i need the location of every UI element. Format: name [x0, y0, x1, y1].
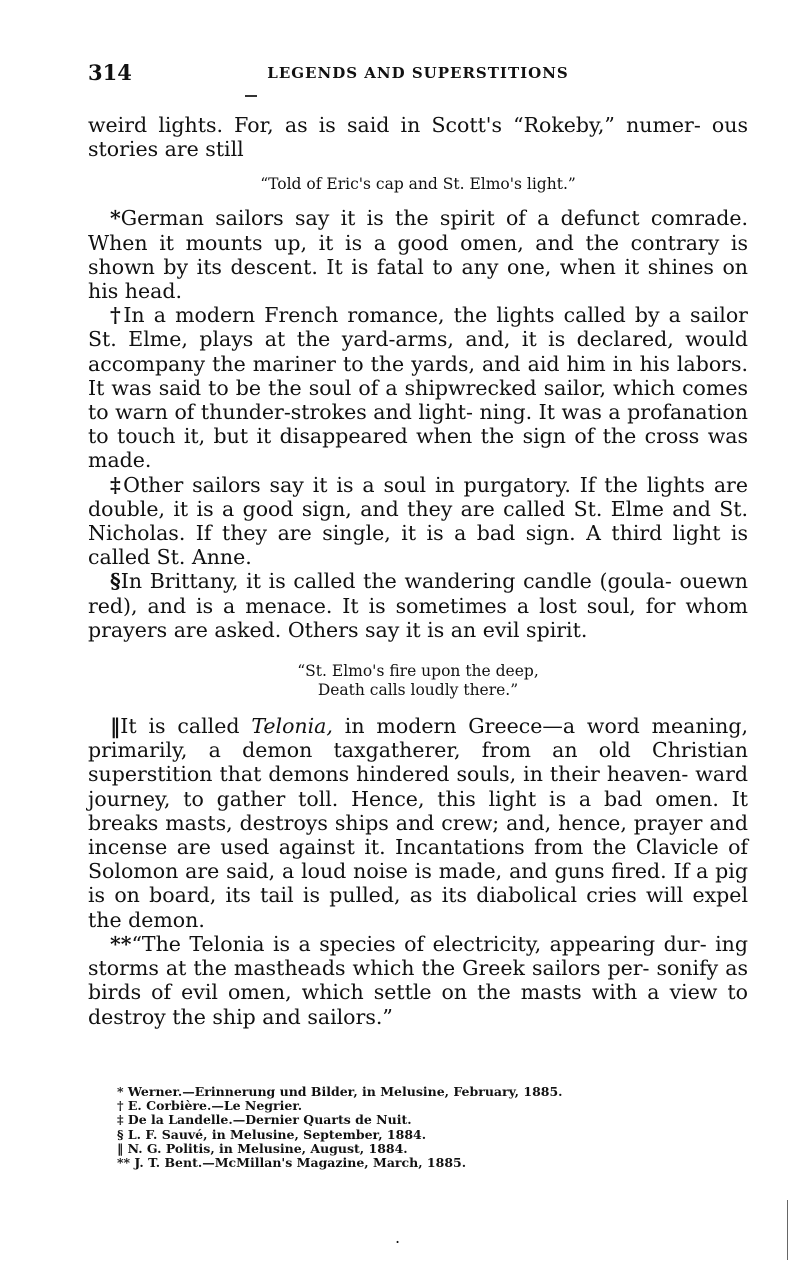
- footnote: * Werner.—Erinnerung und Bilder, in Melusine, February, 1885.: [117, 1084, 563, 1099]
- telonia-term: Telonia,: [251, 714, 333, 739]
- paragraph-german-sailors: [88, 206, 748, 303]
- footnotes: [117, 1085, 737, 1170]
- quote-line: “St. Elmo's fire upon the deep,: [297, 662, 539, 681]
- footnote-mark: †: [110, 303, 124, 328]
- paragraph-purgatory: [88, 473, 748, 570]
- body-text: [88, 113, 748, 1029]
- footnote: ‖ N. G. Politis, in Melusine, August, 1884.: [117, 1140, 408, 1156]
- paragraph-french-romance: [88, 303, 748, 472]
- paragraph-1: weird lights. For, as is said in Scott's “Rokeby,” numer- ous stories are still: [88, 113, 748, 162]
- page-number: 314: [88, 60, 132, 85]
- quote-line: Death calls loudly there.”: [317, 681, 519, 700]
- paragraph-text: Other sailors say it is a soul in purgatory. If the lights are double, it is a good sign, and they are called St. Elme and St. Nicholas. If they are single, it is a bad sign. A third light is called St. Anne.: [88, 472, 748, 570]
- page-edge-line: [787, 1200, 788, 1260]
- paragraph-telonia-quote: [88, 932, 748, 1029]
- quote-st-elmo: [88, 662, 748, 700]
- footnote: ‡ De la Landelle.—Dernier Quarts de Nuit.: [117, 1112, 412, 1128]
- paragraph-text: “The Telonia is a species of electricity, appearing dur- ing storms at the mastheads which the Greek sailors per- sonify as birds of evil omen, which settle on the masts with a view to destroy the ship and sailors.”: [88, 931, 748, 1029]
- paragraph-telonia: [88, 714, 748, 932]
- paragraph-text: In a modern French romance, the lights called by a sailor St. Elme, plays at the yard-arms, and, it is declared, would accompany the mariner to the yards, and aid him in his labors. It was said to be the soul of a shipwrecked sailor, which comes to warn of thunder-strokes and light- ning. It was a profanation to touch it, but it disappeared when the sign of the cross was made.: [88, 303, 748, 473]
- page-header: [88, 60, 748, 90]
- footnote: ** J. T. Bent.—McMillan's Magazine, March, 1885.: [117, 1155, 467, 1171]
- footnote-mark: §: [110, 569, 121, 594]
- footnote-mark: **: [110, 931, 132, 956]
- footnote: † E. Corbière.—Le Negrier.: [117, 1098, 303, 1114]
- paragraph-text: In Brittany, it is called the wandering candle (goula- ouewn red), and is a menace. It is sometimes a lost soul, for whom prayers are asked. Others say it is an evil spirit.: [88, 569, 748, 642]
- quote-rokeby: “Told of Eric's cap and St. Elmo's light.”: [260, 175, 576, 194]
- paragraph-brittany: [88, 569, 748, 642]
- running-title: LEGENDS AND SUPERSTITIONS: [267, 64, 569, 82]
- paragraph-lead: It is called: [120, 714, 252, 739]
- footnote-mark: ‖: [110, 714, 121, 739]
- footnote: § L. F. Sauvé, in Melusine, September, 1884.: [117, 1126, 427, 1142]
- paragraph-text: German sailors say it is the spirit of a defunct comrade. When it mounts up, it is a good omen, and the contrary is shown by its descent. It is fatal to any one, when it shines on his head.: [88, 206, 748, 304]
- bottom-mark: .: [395, 1228, 401, 1247]
- footnote-mark: ‡: [110, 472, 124, 497]
- footnote-mark: *: [110, 206, 121, 231]
- scan-artifact: [245, 95, 257, 97]
- paragraph-text: in modern Greece—a word meaning, primarily, a demon taxgatherer, from an old Christian superstition that demons hindered souls, in their heaven- ward journey, to gather toll. Hence, this light is a bad omen. It breaks masts, destroys ships and crew; and, hence, prayer and incense are used against it. Incantations from the Clavicle of Solomon are said, a loud noise is made, and guns fired. If a pig is on board, its tail is pulled, as its diabolical cries will expel the demon.: [88, 714, 748, 932]
